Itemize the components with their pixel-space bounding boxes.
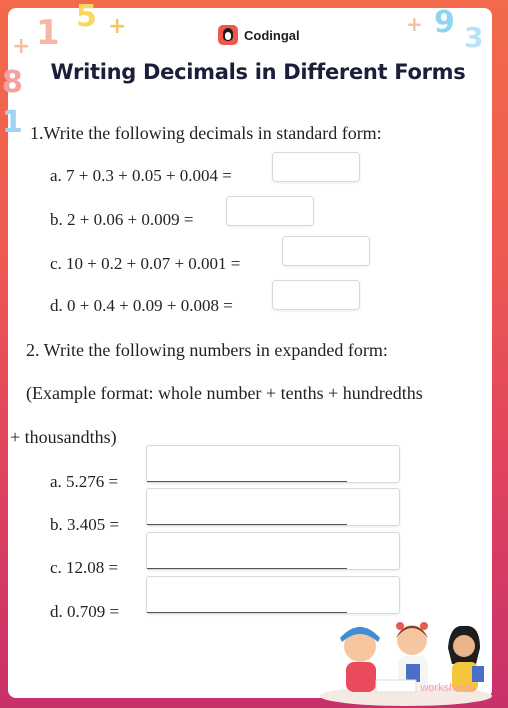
section1-item-b: b. 2 + 0.06 + 0.009 = — [50, 210, 194, 229]
section1-heading: 1.Write the following decimals in standard form: — [30, 123, 382, 143]
decor-number-3: 3 — [464, 21, 484, 54]
section2-example-line2: + thousandths) — [10, 427, 117, 447]
decor-plus: + — [108, 14, 127, 39]
section1-item-a: a. 7 + 0.3 + 0.05 + 0.004 = — [50, 166, 232, 185]
section1-item-c: c. 10 + 0.2 + 0.07 + 0.001 = — [50, 254, 241, 273]
section2-example-line1: (Example format: whole number + tenths + hundredths — [26, 383, 423, 403]
logo-text: Codingal — [244, 27, 300, 43]
section2-item-b: b. 3.405 = — [50, 515, 120, 534]
decor-number-5: 5 — [76, 0, 97, 34]
watermark: worksheets — [420, 682, 476, 694]
decor-number-1: 1 — [36, 13, 60, 53]
kid-left-figure — [340, 627, 380, 692]
section1-item-d: d. 0 + 0.4 + 0.09 + 0.008 = — [50, 296, 233, 315]
answer-box-2d[interactable] — [146, 576, 400, 614]
decor-number-1-blue: 1 — [2, 105, 23, 140]
answer-box-2c[interactable] — [146, 532, 400, 570]
answer-box-1b[interactable] — [226, 196, 314, 226]
answer-box-1d[interactable] — [272, 280, 360, 310]
decor-plus-left: + — [12, 34, 31, 59]
page-title: Writing Decimals in Different Forms — [50, 60, 466, 84]
penguin-icon — [218, 25, 238, 45]
answer-box-2b[interactable] — [146, 488, 400, 526]
codingal-logo — [218, 25, 300, 45]
decor-plus-right: + — [406, 12, 423, 36]
section2-heading: 2. Write the following numbers in expanded form: — [26, 340, 388, 360]
worksheet-page — [2, 0, 492, 698]
decor-number-8: 8 — [2, 65, 23, 100]
answer-box-2a[interactable] — [146, 445, 400, 483]
section2-item-a: a. 5.276 = — [50, 472, 119, 491]
section2-item-d: d. 0.709 = — [50, 602, 120, 621]
decor-number-9: 9 — [434, 5, 455, 40]
answer-box-1a[interactable] — [272, 152, 360, 182]
answer-box-1c[interactable] — [282, 236, 370, 266]
section2-item-c: c. 12.08 = — [50, 558, 119, 577]
